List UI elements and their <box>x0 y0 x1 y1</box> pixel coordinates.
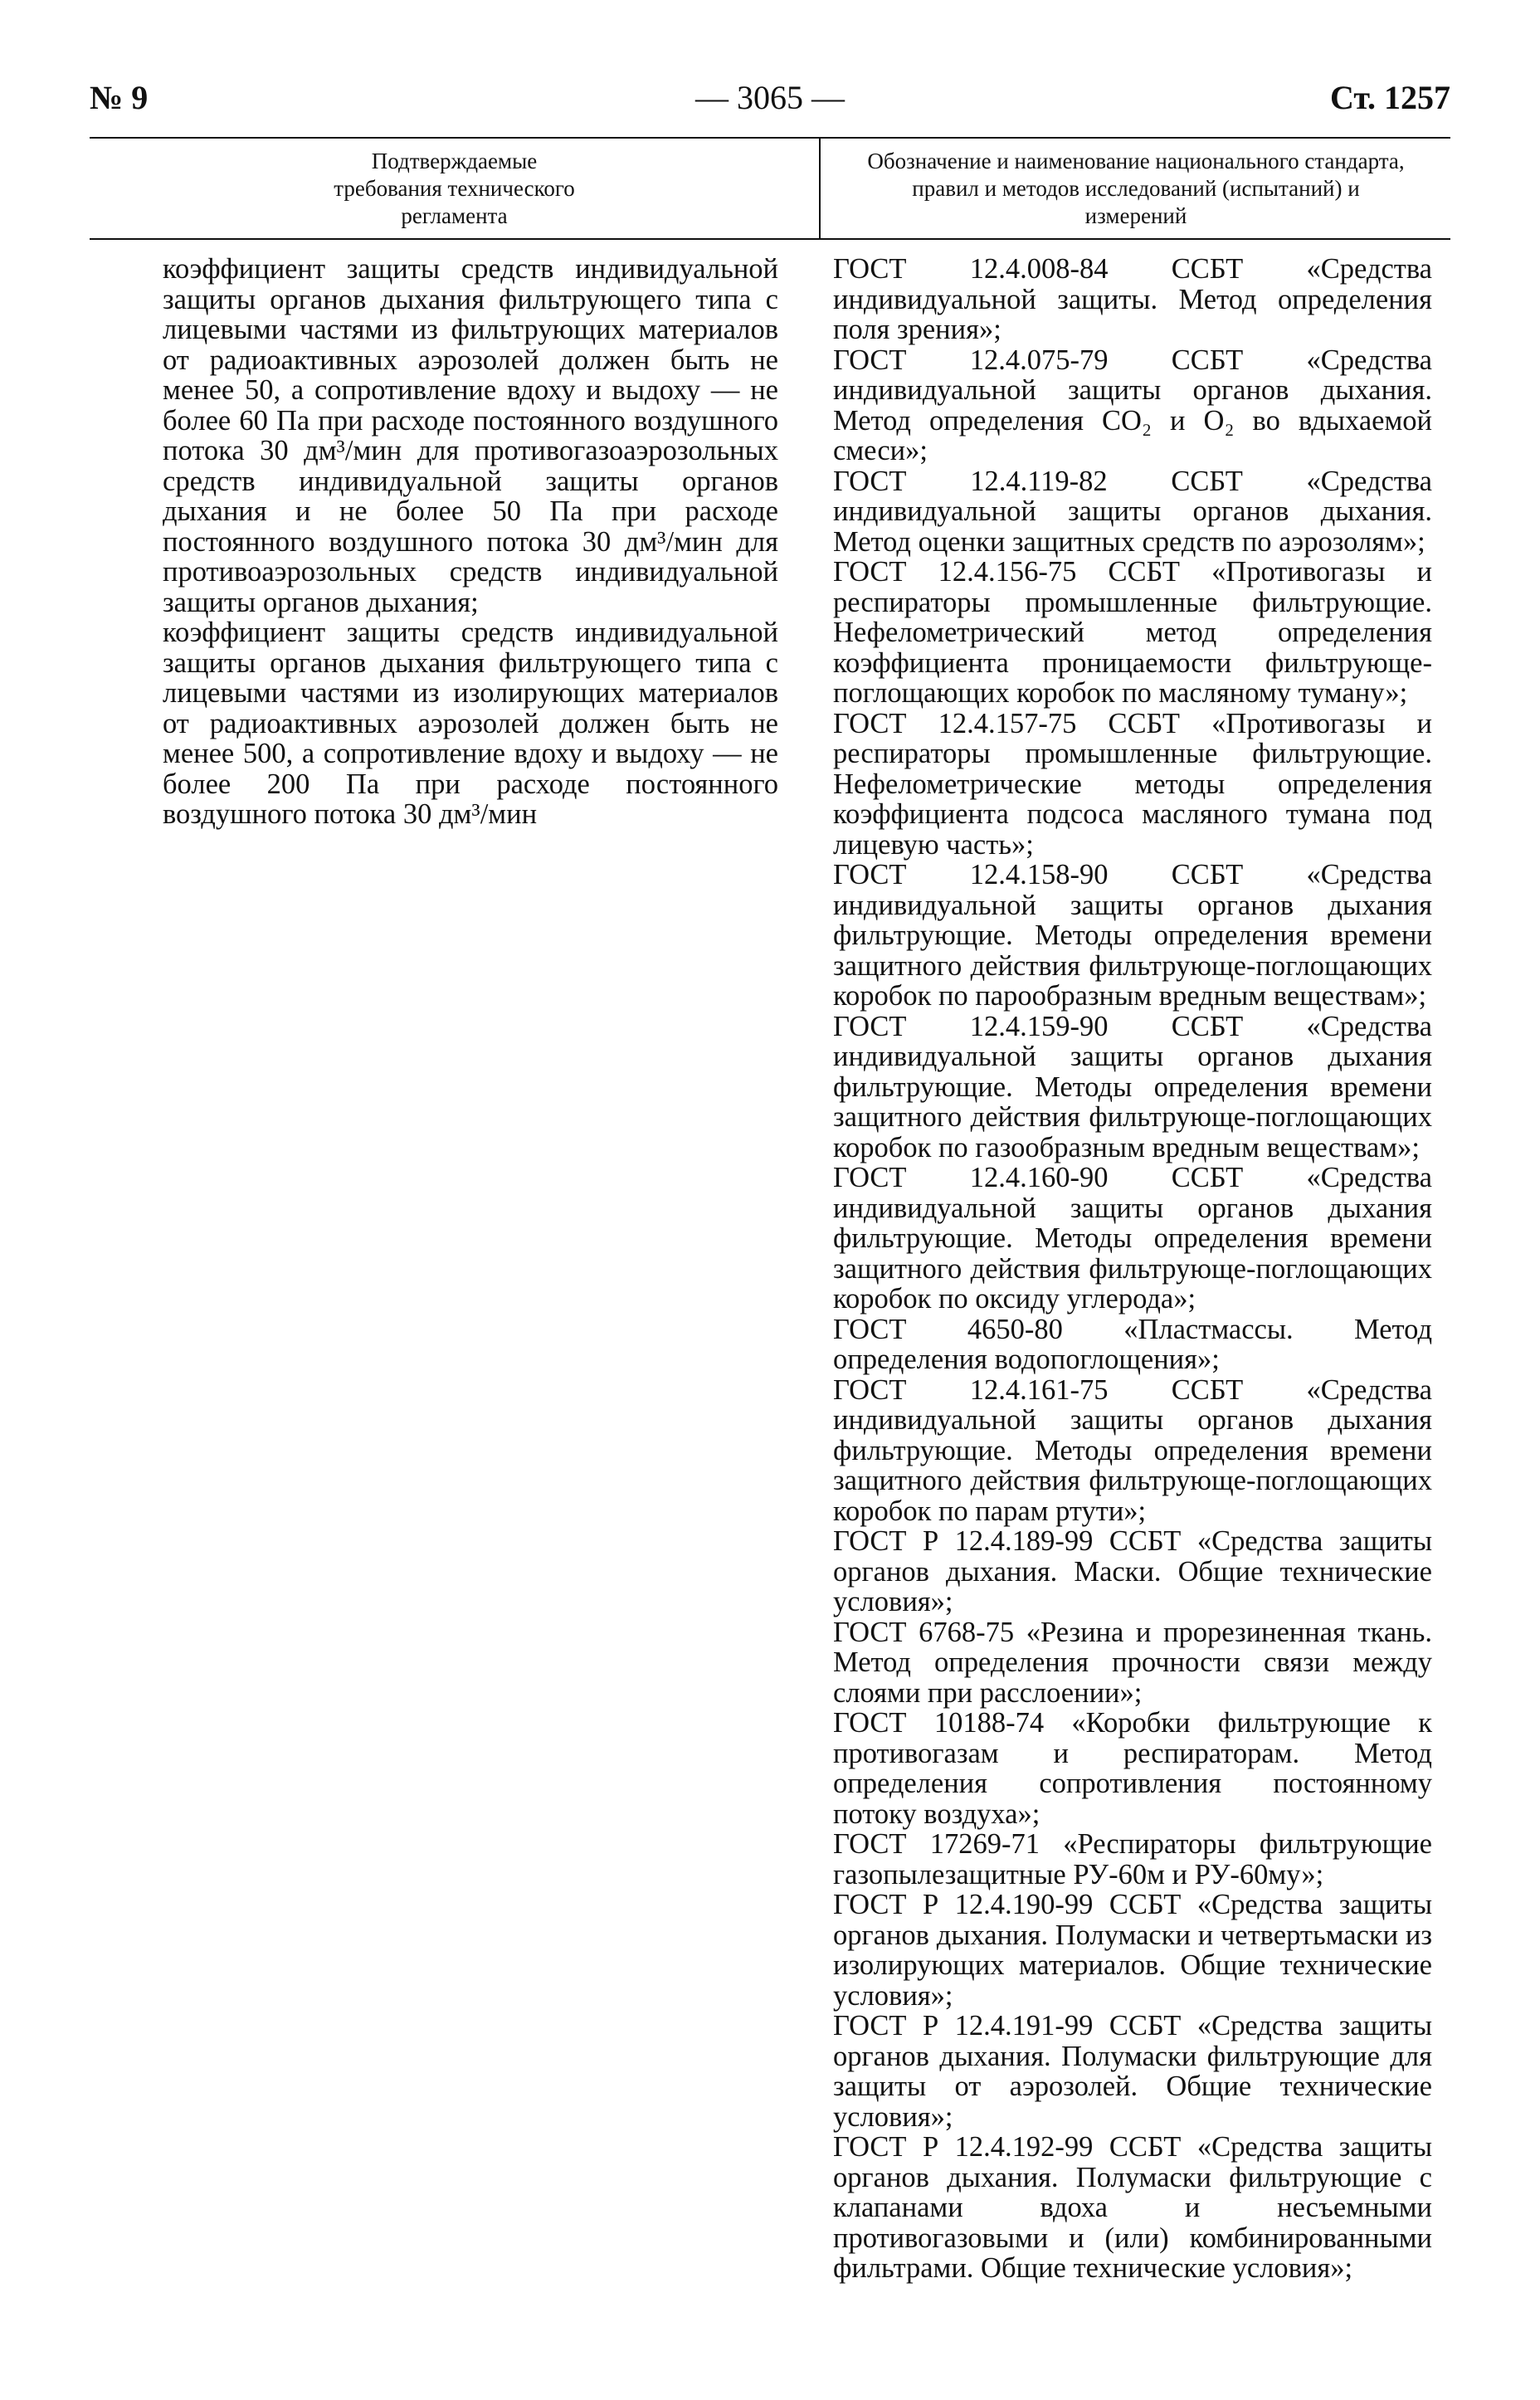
table-header-divider <box>819 137 821 240</box>
standard-entry: ГОСТ Р 12.4.189-99 ССБТ «Средства защиты органов дыхания. Маски. Общие технические условия»; <box>833 1525 1432 1617</box>
standards-column <box>833 254 1432 2284</box>
requirements-column <box>163 254 778 830</box>
standard-entry: ГОСТ Р 12.4.191-99 ССБТ «Средства защиты органов дыхания. Полумаски фильтрующие для защиты от аэрозолей. Общие технические условия»; <box>833 2010 1432 2133</box>
standard-entry: ГОСТ 12.4.158-90 ССБТ «Средства индивидуальной защиты органов дыхания фильтрующие. Методы определения времени защитного действия фильтрующе-поглощающих коробок по парообразным вредным веществам»; <box>833 859 1432 1012</box>
standard-entry: ГОСТ 12.4.075-79 ССБТ «Средства индивидуальной защиты органов дыхания. Метод определения CO₂ и O₂ во вдыхаемой смеси»; <box>833 344 1432 466</box>
standard-entry: ГОСТ 12.4.156-75 ССБТ «Противогазы и респираторы промышленные фильтрующие. Нефелометрический метод определения коэффициента проницаемости фильтрующе-поглощающих коробок по масляному туману»; <box>833 556 1432 709</box>
standard-entry: ГОСТ 4650-80 «Пластмассы. Метод определения водопоглощения»; <box>833 1313 1432 1375</box>
running-head <box>90 73 1450 123</box>
article-number: Ст. 1257 <box>1330 79 1450 116</box>
standard-entry: ГОСТ 12.4.160-90 ССБТ «Средства индивидуальной защиты органов дыхания фильтрующие. Методы определения времени защитного действия фильтрующе-поглощающих коробок по оксиду углерода»; <box>833 1162 1432 1315</box>
standard-entry: ГОСТ 12.4.157-75 ССБТ «Противогазы и респираторы промышленные фильтрующие. Нефелометрические методы определения коэффициента подсоса масляного тумана под лицевую часть»; <box>833 707 1432 861</box>
table-header-requirements <box>90 148 819 230</box>
standard-entry: ГОСТ 12.4.119-82 ССБТ «Средства индивидуальной защиты органов дыхания. Метод оценки защитных средств по аэрозолям»; <box>833 465 1432 558</box>
standard-entry: ГОСТ 17269-71 «Респираторы фильтрующие газопылезащитные РУ-60м и РУ-60му»; <box>833 1828 1432 1890</box>
standard-entry: ГОСТ Р 12.4.190-99 ССБТ «Средства защиты органов дыхания. Полумаски и четвертьмаски из изолирующих материалов. Общие технические условия»; <box>833 1889 1432 2012</box>
table-top-rule <box>90 137 1450 139</box>
standard-entry: ГОСТ 10188-74 «Коробки фильтрующие к противогазам и респираторам. Метод определения сопротивления постоянному потоку воздуха»; <box>833 1707 1432 1830</box>
standard-entry: ГОСТ Р 12.4.192-99 ССБТ «Средства защиты органов дыхания. Полумаски фильтрующие с клапанами вдоха и несъемными противогазовыми и (или) комбинированными фильтрами. Общие технические условия»; <box>833 2131 1432 2284</box>
requirement-paragraph: коэффициент защиты средств индивидуальной защиты органов дыхания фильтрующего типа с лицевыми частями из изолирующих материалов от радиоактивных аэрозолей должен быть не менее 500, а сопротивление вдоху и выдоху — не более 200 Па при расходе постоянного воздушного потока 30 дм³/мин <box>163 617 778 830</box>
requirement-paragraph: коэффициент защиты средств индивидуальной защиты органов дыхания фильтрующего типа с лицевыми частями из фильтрующих материалов от радиоактивных аэрозолей должен быть не менее 50, а сопротивление вдоху и выдоху — не более 60 Па при расходе постоянного воздушного потока 30 дм³/мин для противогазоаэрозольных средств индивидуальной защиты органов дыхания и не более 50 Па при расходе постоянного воздушного потока 30 дм³/мин для противоаэрозольных средств индивидуальной защиты органов дыхания; <box>163 253 778 618</box>
standard-entry: ГОСТ 12.4.161-75 ССБТ «Средства индивидуальной защиты органов дыхания фильтрующие. Методы определения времени защитного действия фильтрующе-поглощающих коробок по парам ртути»; <box>833 1373 1432 1527</box>
issue-number: № 9 <box>90 79 149 116</box>
table-header-rule <box>90 238 1450 240</box>
standard-entry: ГОСТ 12.4.008-84 ССБТ «Средства индивидуальной защиты. Метод определения поля зрения»; <box>833 253 1432 345</box>
page-number: — 3065 — <box>695 79 845 116</box>
standard-entry: ГОСТ 6768-75 «Резина и прорезиненная ткань. Метод определения прочности связи между слоями при расслоении»; <box>833 1616 1432 1709</box>
table-header-standards-text: Обозначение и наименование национального стандарта, правил и методов исследований (испытаний) и измерений <box>867 149 1405 228</box>
table-header-requirements-text: Подтверждаемые требования технического регламента <box>334 149 575 228</box>
standard-entry: ГОСТ 12.4.159-90 ССБТ «Средства индивидуальной защиты органов дыхания фильтрующие. Методы определения времени защитного действия фильтрующе-поглощающих коробок по газообразным вредным веществам»; <box>833 1010 1432 1163</box>
table-header-standards <box>821 148 1450 230</box>
